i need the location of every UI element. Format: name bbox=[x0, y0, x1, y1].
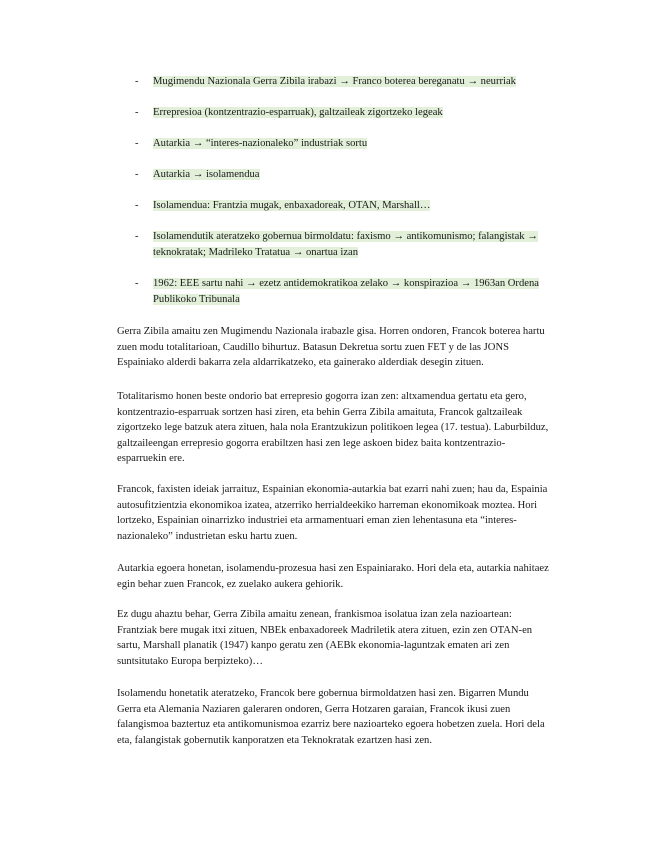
bullet-text: Autarkia → isolamendua bbox=[153, 169, 260, 180]
bullet-text: Autarkia → “interes-nazionaleko” industriak sortu bbox=[153, 138, 368, 149]
bullet-item bbox=[130, 167, 550, 183]
bullet-item bbox=[130, 229, 550, 261]
bullet-item bbox=[130, 105, 550, 121]
body-paragraph: Gerra Zibila amaitu zen Mugimendu Nazionala irabazle gisa. Horren ondoren, Francok boterea hartu zuen modu totalitarioan, Caudillo bihurtuz. Batasun Dekretua sortu zuen FET y de las JONS Espainiako alderdi bakarra zela aldarrikatzeko, eta gainerako alderdiak desegin zituen. bbox=[117, 326, 545, 369]
bullet-dash: - bbox=[135, 200, 139, 211]
bullet-item bbox=[130, 74, 550, 90]
bullet-dash: - bbox=[135, 107, 139, 118]
body-paragraph: Ez dugu ahaztu behar, Gerra Zibila amaitu zenean, frankismoa isolatua izan zela nazioartean: Frantziak bere mugak itxi zituen, NBEk enbaxadoreek Madriletik atera zituen, ezin zen OTAN-en sartu, Marshall planatik (1947) kanpo geratu zen (AEBk ekonomia-laguntzak ematen ari zen suntsitutako Europa berpizteko)… bbox=[117, 609, 533, 667]
bullet-dash: - bbox=[135, 231, 139, 242]
body-paragraph: Totalitarismo honen beste ondorio bat errepresio gogorra izan zen: altxamendua gertatu eta gero, kontzentrazio-esparruak sortzen hasi ziren, eta behin Gerra Zibila amaituta, Francok galtzaileak zigortzeko lege batzuk atera zituen, hala nola Erantzukizun politikoen legea (17. testua). Laburbilduz, galtzaileengan errepresio gogorra erabiltzen hasi zen lege askoen bidez baita kontzentrazio-esparruekin ere. bbox=[117, 391, 549, 465]
body-paragraph: Isolamendu honetatik ateratzeko, Francok bere gobernua birmoldatzen hasi zen. Bigarren Mundu Gerra eta Alemania Naziaren galeraren ondoren, Gerra Hotzaren garaian, Francok ikusi zuen falangismoa baztertuz eta antikomunismoa ezarriz bere nazioarteko egoera hobetzen zuela. Hori dela eta, falangistak gobernutik kanporatzen eta Teknokratak ezartzen hasi zen. bbox=[117, 688, 545, 746]
body-paragraph: Francok, faxisten ideiak jarraituz, Espainian ekonomia-autarkia bat ezarri nahi zuen; hau da, Espainia autosufitzientzia ekonomikoa izatea, atzerriko herrialdeekiko harreman ekonomikoak moztea. Hori lortzeko, Espainian oinarrizko industriei eta armamentuari eman zien lehentasuna eta “interes-nazionaleko” industrietan esku hartu zuen. bbox=[117, 484, 548, 542]
bullet-dash: - bbox=[135, 278, 139, 289]
bullet-text: Isolamendua: Frantzia mugak, enbaxadoreak, OTAN, Marshall… bbox=[153, 200, 431, 211]
summary-bullet-list bbox=[130, 74, 550, 323]
body-paragraph: Autarkia egoera honetan, isolamendu-prozesua hasi zen Espainiarako. Hori dela eta, autarkia nahitaez egin behar zuen Francok, ez zuelako aukera gehiorik. bbox=[117, 563, 549, 590]
bullet-item bbox=[130, 136, 550, 152]
bullet-dash: - bbox=[135, 138, 139, 149]
bullet-item bbox=[130, 198, 550, 214]
bullet-dash: - bbox=[135, 169, 139, 180]
bullet-item bbox=[130, 276, 550, 308]
bullet-text: Mugimendu Nazionala Gerra Zibila irabazi → Franco boterea bereganatu → neurriak bbox=[153, 76, 516, 87]
bullet-dash: - bbox=[135, 76, 139, 87]
bullet-text: Isolamendutik ateratzeko gobernua birmoldatu: faxismo → antikomunismo; falangistak → teknokratak; Madrileko Tratatua → onartua izan bbox=[153, 231, 538, 258]
bullet-text: 1962: EEE sartu nahi → ezetz antidemokratikoa zelako → konspirazioa → 1963an Ordena Publikoko Tribunala bbox=[153, 278, 539, 305]
bullet-text: Errepresioa (kontzentrazio-esparruak), galtzaileak zigortzeko legeak bbox=[153, 107, 443, 118]
